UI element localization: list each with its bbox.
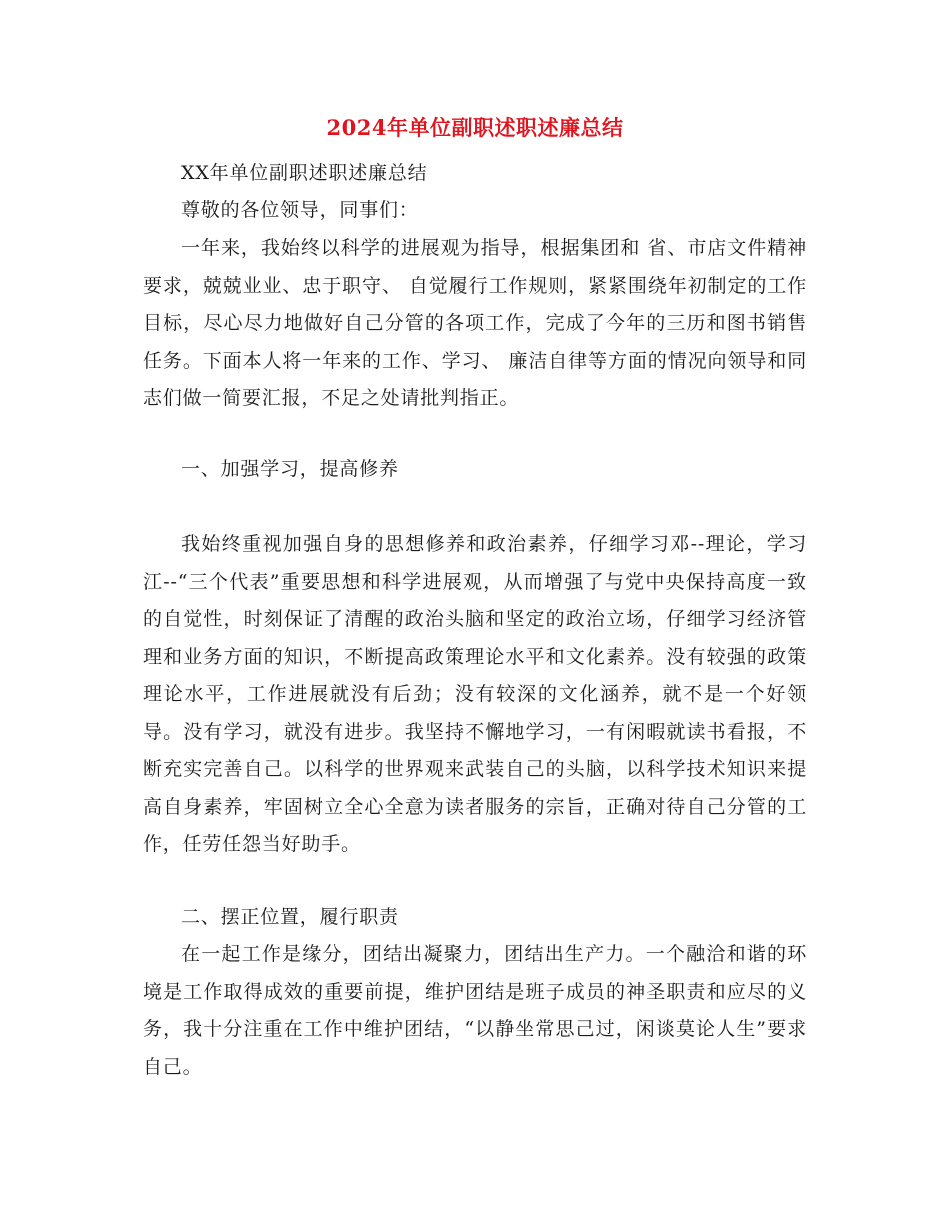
section-heading-2: 二、摆正位置，履行职责: [181, 906, 399, 928]
section-heading-1: 一、加强学习，提高修养: [181, 458, 399, 480]
section-2-paragraph: 在一起工作是缘分，团结出凝聚力，团结出生产力。一个融洽和谐的环境是工作取得成效的重要前提，维护团结是班子成员的神圣职责和应尽的义务，我十分注重在工作中维护团结，“以静坐常思己过，闲谈莫论人生”要求自己。: [143, 943, 807, 1078]
document-title: 2024年单位副职述职述廉总结: [326, 115, 624, 140]
section-1-paragraph: 我始终重视加强自身的思想修养和政治素养，仔细学习邓--理论，学习江--“三个代表”重要思想和科学进展观，从而增强了与党中央保持高度一致的自觉性，时刻保证了清醒的政治头脑和坚定的政治立场，仔细学习经济管理和业务方面的知识，不断提高政策理论水平和文化素养。没有较强的政策理论水平，工作进展就没有后劲；没有较深的文化涵养，就不是一个好领导。没有学习，就没有进步。我坚持不懈地学习，一有闲暇就读书看报，不断充实完善自己。以科学的世界观来武装自己的头脑，以科学技术知识来提高自身素养，牢固树立全心全意为读者服务的宗旨，正确对待自己分管的工作，任劳任怨当好助手。: [143, 533, 807, 855]
intro-paragraph: 一年来，我始终以科学的进展观为指导，根据集团和 省、市店文件精神要求，兢兢业业、忠于职守、 自觉履行工作规则，紧紧围绕年初制定的工作目标，尽心尽力地做好自己分管的各项工作，完成了今年的三历和图书销售任务。下面本人将一年来的工作、学习、 廉洁自律等方面的情况向领导和同志们做一简要汇报，不足之处请批判指正。: [143, 237, 807, 409]
salutation-paragraph: 尊敬的各位领导，同事们：: [181, 199, 419, 221]
subtitle-paragraph: XX年单位副职述职述廉总结: [181, 162, 428, 184]
